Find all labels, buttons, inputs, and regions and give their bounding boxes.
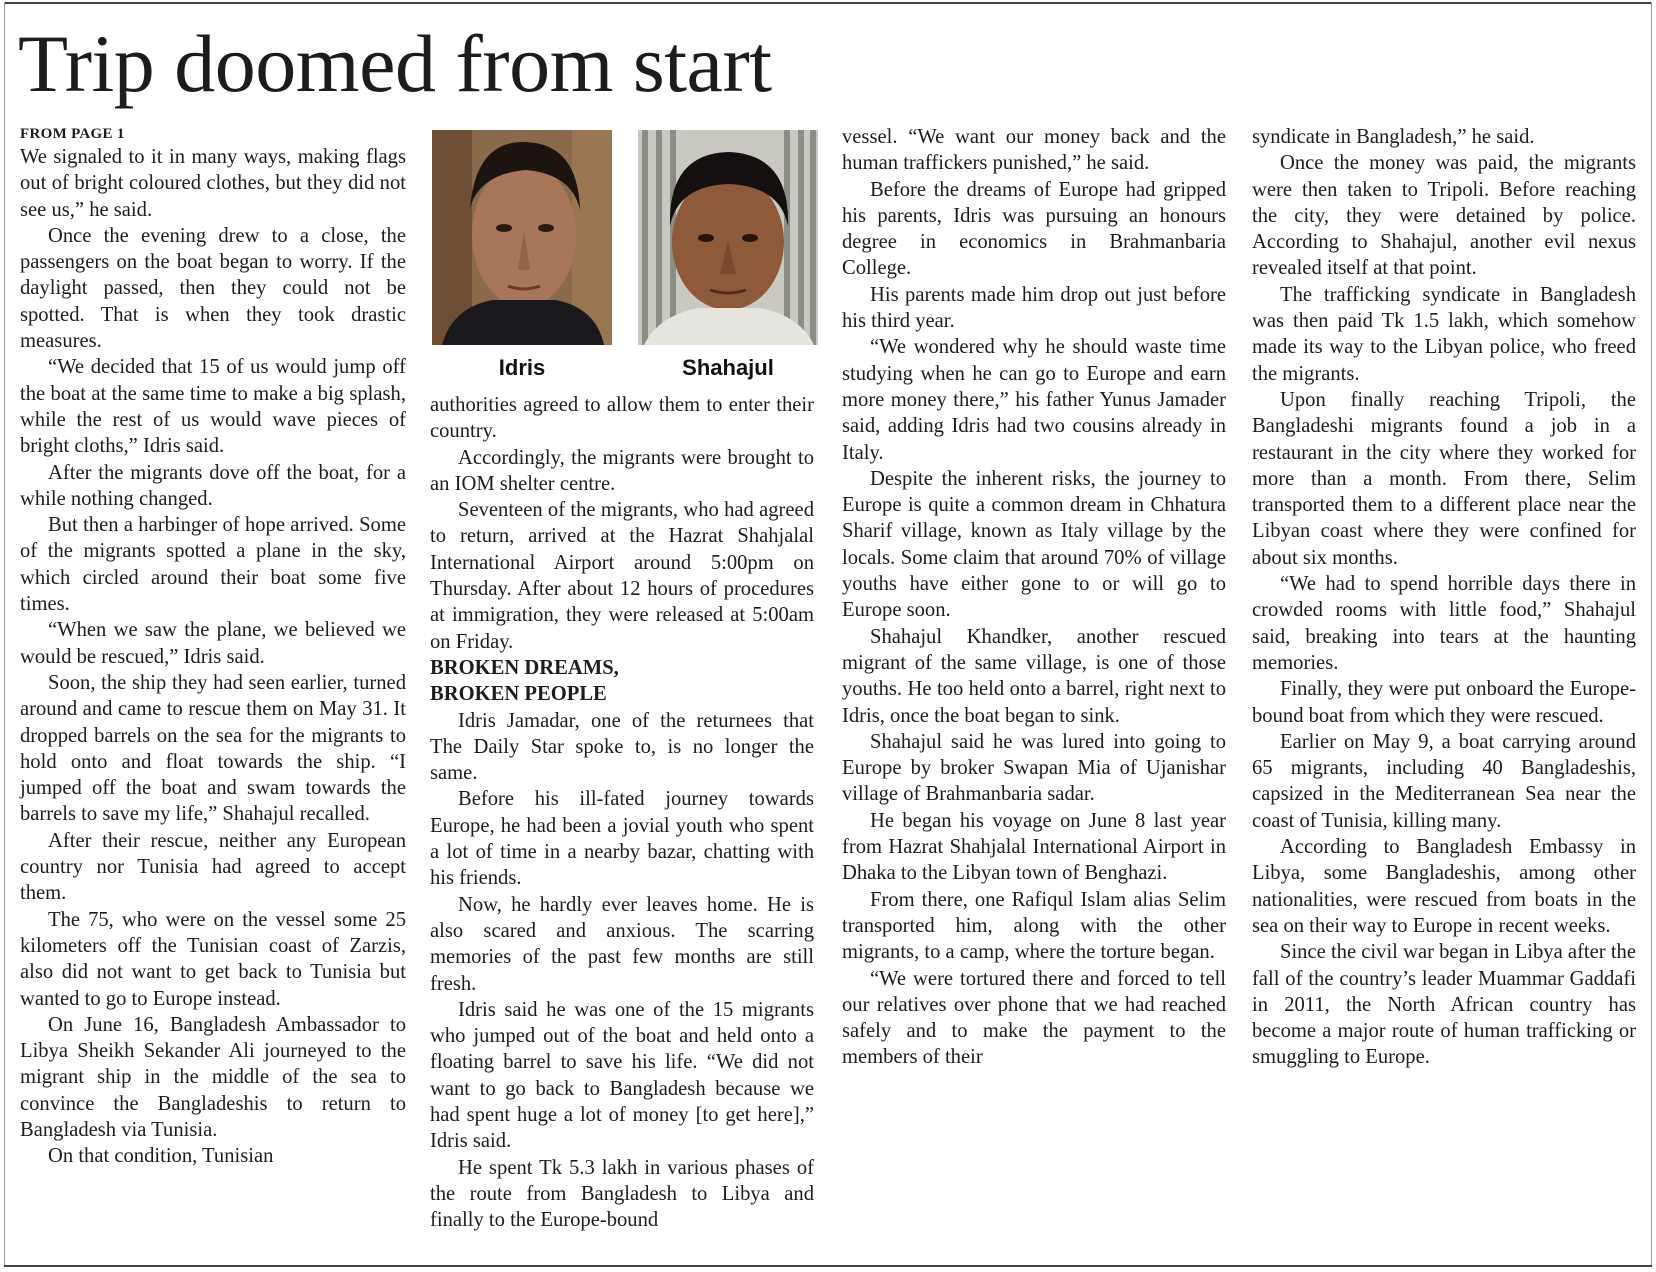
column-3 [842,124,1226,1071]
paragraph: Since the civil war began in Libya after the fall of the country’s leader Muammar Gaddafi in 2011, the North African country has become a major route of human trafficking or smuggling to Europe. [1252,941,1636,1069]
paragraph: Before his ill-fated journey towards Europe, he had been a jovial youth who spent a lot of time in a nearby bazar, chatting with his friends. [430,788,814,890]
paragraph: Soon, the ship they had seen earlier, turned around and came to rescue them on May 31. It dropped barrels on the sea for the migrants to hold onto and float towards the ship. “I jumped off the boat and swam towards the barrels to save my life,” Shahajul recalled. [20,671,406,826]
paragraph: But then a harbinger of hope arrived. Some of the migrants spotted a plane in the sky, which circled around their boat some five times. [20,514,406,616]
paragraph: authorities agreed to allow them to enter their country. [430,394,814,443]
photo-caption-shahajul: Shahajul [682,355,774,380]
paragraph: vessel. “We want our money back and the human traffickers punished,” he said. [842,126,1226,175]
paragraph: Shahajul said he was lured into going to Europe by broker Swapan Mia of Ujanishar village of Brahmanbaria sadar. [842,730,1226,806]
paragraph: Once the money was paid, the migrants were then taken to Tripoli. Before reaching the city, they were detained by police. According to Shahajul, another evil nexus revealed itself at that point. [1252,152,1636,280]
paragraph: After the migrants dove off the boat, for a while nothing changed. [20,461,406,510]
paragraph: “We were tortured there and forced to tell our relatives over phone that we had reached safely and to make the payment to the members of their [842,967,1226,1069]
paragraph: His parents made him drop out just before his third year. [842,283,1226,333]
column-1 [20,124,406,1170]
paragraph: Finally, they were put onboard the Europe-bound boat from which they were rescued. [1252,678,1636,727]
paragraph: “We decided that 15 of us would jump off the boat at the same time to make a big splash, while the rest of us would wave pieces of bright cloths,” Idris said. [20,356,406,458]
paragraph: Seventeen of the migrants, who had agreed to return, arrived at the Hazrat Shahjalal International Airport around 5:00pm on Thursday. After about 12 hours of procedures at immigration, they were released at 5:00am on Friday. [430,499,814,653]
paragraph: He began his voyage on June 8 last year from Hazrat Shahjalal International Airport in Dhaka to the Libyan town of Benghazi. [842,809,1226,885]
paragraph: After their rescue, neither any European country nor Tunisia had agreed to accept them. [20,829,406,905]
paragraph: Now, he hardly ever leaves home. He is also scared and anxious. The scarring memories of the past few months are still fresh. [430,893,814,995]
paragraph: Earlier on May 9, a boat carrying around 65 migrants, including 40 Bangladeshis, capsized in the Mediterranean Sea near the coast of Tunisia, killing many. [1252,730,1636,832]
kicker: FROM PAGE 1 [20,126,125,142]
subhead-line-2: BROKEN PEOPLE [430,683,607,706]
photo-caption-idris: Idris [498,355,546,380]
column-2 [430,392,814,1234]
paragraph: “When we saw the plane, we believed we would be rescued,” Idris said. [20,619,406,668]
paragraph: Despite the inherent risks, the journey to Europe is quite a common dream in Chhatura Sharif village, known as Italy village by the locals. Some claim that around 70% of village youths have either gone to or will go to Europe soon. [842,467,1226,622]
top-rule [4,2,1652,4]
paragraph: From there, one Rafiqul Islam alias Selim transported him, along with the other migrants, to a camp, where the torture began. [842,888,1226,964]
subhead-line-1: BROKEN DREAMS, [430,656,619,679]
paragraph: “We had to spend horrible days there in crowded rooms with little food,” Shahajul said, breaking into tears at the haunting memories. [1252,573,1636,674]
portrait-photo-icon [638,130,818,345]
paragraph: He spent Tk 5.3 lakh in various phases of the route from Bangladesh to Libya and finally to the Europe-bound [430,1156,814,1232]
paragraph: According to Bangladesh Embassy in Libya, some Bangladeshis, among other nationalities, were rescued from boats in the sea on their way to Europe in recent weeks. [1252,836,1636,937]
shahajul-photo [638,130,818,345]
paragraph: On June 16, Bangladesh Ambassador to Libya Sheikh Sekander Ali journeyed to the migrant ship in the middle of the sea to convince the Bangladeshis to return to Bangladesh via Tunisia. [20,1013,406,1141]
paragraph: Idris said he was one of the 15 migrants who jumped out of the boat and held onto a floating barrel to save his life. “We did not want to go back to Bangladesh because we had spent huge a lot of money [to get here],” Idris said. [430,998,814,1153]
paragraph: On that condition, Tunisian [48,1145,274,1168]
column-4 [1252,124,1636,1071]
paragraph: Idris Jamadar, one of the returnees that The Daily Star spoke to, is no longer the same. [430,709,814,785]
paragraph: “We wondered why he should waste time studying when he can go to Europe and earn more money there,” his father Yunus Jamader said, adding Idris had two cousins already in Italy. [842,336,1226,464]
portrait-photo-icon [432,130,612,345]
paragraph: Before the dreams of Europe had gripped his parents, Idris was pursuing an honours degree in economics in Brahmanbaria College. [842,178,1226,280]
bottom-rule [4,1265,1652,1267]
paragraph: The trafficking syndicate in Bangladesh was then paid Tk 1.5 lakh, which somehow made its way to the Libyan police, who freed the migrants. [1252,283,1636,385]
paragraph: Once the evening drew to a close, the passengers on the boat began to worry. If the daylight passed, then they could not be spotted. That is when they took drastic measures. [20,224,406,353]
paragraph: Shahajul Khandker, another rescued migrant of the same village, is one of those youths. He too held onto a barrel, right next to Idris, once the boat began to sink. [842,625,1226,727]
left-rule [4,2,5,1265]
idris-photo [432,130,612,345]
paragraph: Upon finally reaching Tripoli, the Bangladeshi migrants found a job in a restaurant in the city where they worked for more than a month. From there, Selim transported them to a different place near the Libyan coast where they were confined for about six months. [1252,388,1636,569]
paragraph: syndicate in Bangladesh,” he said. [1252,126,1535,148]
paragraph: We signaled to it in many ways, making flags out of bright coloured clothes, but they did not see us,” he said. [20,146,406,221]
paragraph: The 75, who were on the vessel some 25 kilometers off the Tunisian coast of Zarzis, also did not want to get back to Tunisia but wanted to go to Europe instead. [20,908,406,1010]
headline: Trip doomed from start [18,18,772,109]
right-rule [1651,2,1652,1265]
paragraph: Accordingly, the migrants were brought to an IOM shelter centre. [430,446,814,495]
